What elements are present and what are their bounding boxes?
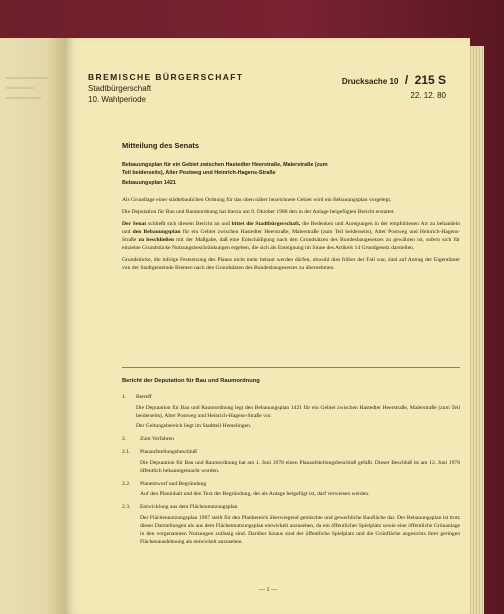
senate-body xyxy=(122,197,460,277)
paragraph: Grundstücke, die infolge Festsetzung des Planes nicht mehr bebaut werden dürfen, obwohl dies früher der Fall war, sind auf Antrag der Eigentümer von der Stadtgemeinde Bremen nach den Grundsätzen des Bundesbaugesetzes zu übernehmen. xyxy=(122,256,460,271)
subject-block xyxy=(122,162,452,187)
item-number: 2.3. xyxy=(122,504,131,511)
subject-line: Bebauungsplan für ein Gebiet zwischen Hastedter Heerstraße, Malerstraße (zum xyxy=(122,162,328,168)
paragraph xyxy=(122,221,460,253)
list-item xyxy=(122,481,460,500)
item-heading: Planaufstellungsbeschluß xyxy=(140,448,197,455)
item-text xyxy=(140,491,460,499)
bleed-through-text: ▬▬▬▬▬ xyxy=(6,94,41,101)
bold-text: zu beschließen xyxy=(138,236,174,243)
bold-text: bittet die Stadtbürgerschaft, xyxy=(231,220,301,227)
period: 10. Wahlperiode xyxy=(88,95,146,104)
item-number: 2. xyxy=(122,435,127,442)
list-item xyxy=(122,394,460,431)
report-heading: Bericht der Deputation für Bau und Raumordnung xyxy=(122,378,260,384)
item-heading: Zum Verfahren xyxy=(140,435,174,442)
header-org-block xyxy=(88,72,243,104)
paragraph: Die Deputation für Bau und Raumordnung hat hierzu am 9. Oktober 1980 den in der Anlage beigefügten Bericht erstattet. xyxy=(122,208,395,215)
paragraph: Der Flächennutzungsplan 1967 stellt für den Planbereich überwiegend gemischte und gewerbliche Baufläche dar. Der Bebauungsplan ist trotz dieser Darstellungen als aus dem Flächennutzungsplan entwickelt anzusehen, da ein öffentlicher Spielplatz sowie eine öffentliche Grünanlage in den vorgenannten Nutzungen zulässig sind. Darüber hinaus sind der öffentliche Spielplatz und die Grünfläche angesichts ihrer geringen Flächenausdehnung als entwickelt anzusehen. xyxy=(140,515,460,546)
org-name: BREMISCHE BÜRGERSCHAFT xyxy=(88,72,244,82)
page-stack-edge xyxy=(468,46,484,614)
text-run: schließt sich diesem Bericht an und xyxy=(146,220,232,227)
paragraph: Auf den Planinhalt und den Text der Begründung, der als Anlage beigefügt ist, darf verwiesen werden. xyxy=(140,491,370,498)
item-heading: Planentwurf und Begründung xyxy=(140,480,207,487)
paragraph: Als Grundlage einer städtebaulichen Ordnung für das oben näher bezeichnete Gebiet wird ein Bebauungsplan vorgelegt. xyxy=(122,197,392,203)
list-item xyxy=(122,449,460,476)
drucksache-separator: / xyxy=(404,73,409,87)
report-list xyxy=(122,394,460,552)
document-title: Mitteilung des Senats xyxy=(122,141,200,150)
drucksache-number: 215 S xyxy=(414,73,446,87)
item-text xyxy=(140,515,460,547)
subject-line: Teil beiderseits), Alter Postweg und Heinrich-Hagens-Straße xyxy=(122,169,276,176)
list-item xyxy=(122,504,460,547)
bold-text: den Bebauungsplan xyxy=(132,228,181,235)
paragraph: Der Geltungsbereich liegt im Stadtteil Hemelingen. xyxy=(136,422,252,429)
item-number: 2.2. xyxy=(122,480,131,487)
bleed-through-text: ▬▬▬▬ xyxy=(6,84,34,91)
document-page xyxy=(66,38,470,614)
page-number: — 1 — xyxy=(259,587,277,593)
item-text xyxy=(136,405,460,431)
paragraph: Die Deputation für Bau und Raumordnung hat am 1. Juni 1978 einen Planaufstellungsbeschluß gefaßt. Dieser Beschluß ist am 12. Juni 1978 öffentlich bekanntgemacht worden. xyxy=(140,459,460,474)
item-text xyxy=(140,460,460,476)
left-page-edge xyxy=(0,38,66,614)
subject-plan-number: Bebauungsplan 1421 xyxy=(122,179,176,186)
text-run: mit der Maßgabe, daß eine Entschädigung nach den Grundsätzen des Bundesbaugesetzes zu gewähren ist, sofern sich für einzelne Grundstücke Nutzungsbeschränkungen ergeben, die sich als Enteignung im Sinne des Artikels 14 Grundgesetz darstellen. xyxy=(122,236,460,251)
item-number: 1. xyxy=(122,394,127,400)
item-heading: Entwicklung aus dem Flächennutzungsplan xyxy=(140,504,238,511)
document-date: 22. 12. 80 xyxy=(410,91,446,100)
bleed-through-text: ▬▬▬▬▬▬ xyxy=(6,74,48,81)
section-divider xyxy=(122,367,460,368)
header-doc-block xyxy=(342,71,446,100)
list-item xyxy=(122,436,460,444)
text-run: die Bedenken und Anregungen in der empfohlenen Art zu behandeln und xyxy=(122,220,461,235)
drucksache-label: Drucksache 10 xyxy=(341,77,399,86)
org-sub: Stadtbürgerschaft xyxy=(88,84,152,93)
item-number: 2.1. xyxy=(122,448,131,455)
bold-text: Der Senat xyxy=(122,220,147,227)
paragraph: Die Deputation für Bau und Raumordnung legt den Bebauungsplan 1421 für ein Gebiet zwischen Hastedter Heerstraße, Malerstraße (zum Teil beiderseits), Alter Postweg und Heinrich-Hagens-Straße vor. xyxy=(136,404,460,419)
item-heading: Betreff xyxy=(136,394,152,400)
text-run: für ein Gebiet zwischen Hastedter Heerstraße, Malerstraße (zum Teil beiderseits), Alter Postweg und Heinrich-Hagens-Straße xyxy=(122,228,460,243)
